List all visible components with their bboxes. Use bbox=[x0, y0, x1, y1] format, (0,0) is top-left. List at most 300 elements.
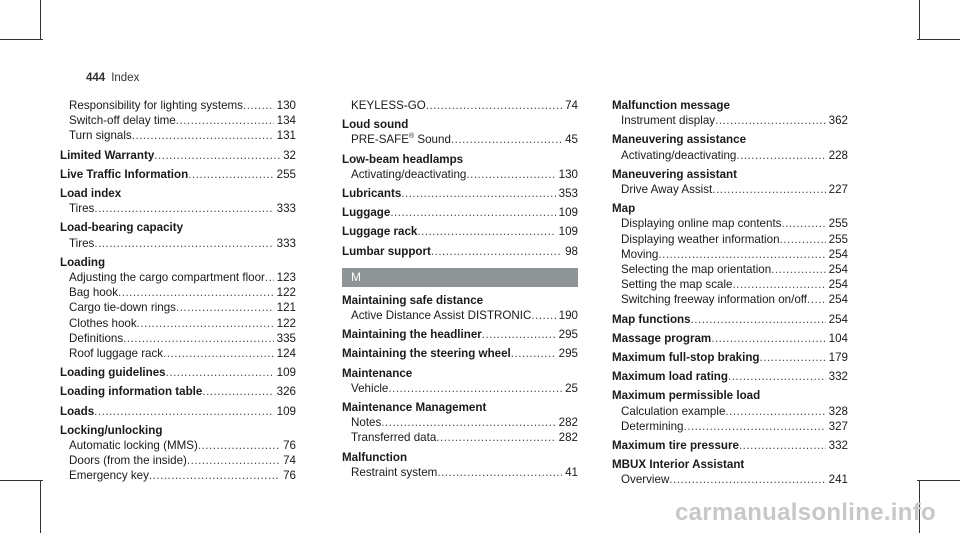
index-heading: Maneuvering assistant bbox=[612, 167, 737, 181]
entry-label: Lubricants bbox=[342, 187, 402, 201]
index-column-3 bbox=[612, 98, 848, 492]
entry-text bbox=[621, 277, 733, 292]
page-ref: 131 bbox=[276, 129, 296, 143]
dot-leader bbox=[736, 148, 825, 163]
dot-leader bbox=[137, 316, 274, 331]
entry-text bbox=[351, 430, 436, 445]
index-heading: MBUX Interior Assistant bbox=[612, 458, 745, 472]
entry-label: Maximum load rating bbox=[612, 370, 728, 384]
entry-text bbox=[621, 262, 771, 277]
entry-label: Luggage bbox=[342, 206, 391, 220]
page-ref: 130 bbox=[558, 167, 578, 181]
entry-label: Instrument display bbox=[621, 114, 716, 128]
continued-sub-entries bbox=[60, 98, 296, 144]
dot-leader bbox=[711, 331, 825, 346]
entry-text bbox=[351, 415, 381, 430]
entry-label: Notes bbox=[351, 416, 382, 430]
sub-entry-row[interactable] bbox=[612, 292, 848, 307]
index-column-1 bbox=[60, 98, 296, 488]
entry-text bbox=[60, 148, 154, 163]
entry-label: Limited Warranty bbox=[60, 148, 155, 162]
entry-label: Maximum full-stop braking bbox=[612, 351, 760, 365]
entry-text bbox=[351, 381, 388, 396]
entry-text bbox=[69, 285, 118, 300]
page-ref: 327 bbox=[828, 419, 848, 433]
index-group bbox=[612, 132, 848, 162]
entry-text bbox=[612, 350, 760, 365]
sub-entry-row[interactable] bbox=[612, 262, 848, 277]
index-group bbox=[342, 117, 578, 147]
entry-text bbox=[69, 438, 198, 453]
index-group bbox=[612, 98, 848, 128]
entry-text bbox=[351, 167, 466, 182]
page-ref: 254 bbox=[828, 293, 848, 307]
entry-text bbox=[351, 308, 531, 323]
index-heading: Malfunction bbox=[342, 450, 408, 464]
entry-label: Drive Away Assist bbox=[621, 183, 713, 197]
index-entry bbox=[342, 186, 578, 201]
index-group bbox=[342, 400, 578, 446]
entry-label: Moving bbox=[621, 247, 659, 261]
index-group bbox=[612, 201, 848, 307]
entry-label: Setting the map scale bbox=[621, 278, 733, 292]
page-ref: 328 bbox=[828, 404, 848, 418]
index-entry bbox=[60, 404, 296, 419]
index-group bbox=[60, 423, 296, 484]
index-entry-row[interactable] bbox=[342, 205, 578, 220]
page-ref: 282 bbox=[558, 416, 578, 430]
index-group bbox=[342, 152, 578, 182]
page-ref: 255 bbox=[828, 232, 848, 246]
page-ref: 41 bbox=[565, 465, 578, 479]
entry-text bbox=[612, 331, 711, 346]
page-ref: 282 bbox=[558, 431, 578, 445]
entry-text bbox=[342, 224, 417, 239]
page-ref: 109 bbox=[276, 366, 296, 380]
index-group bbox=[612, 167, 848, 197]
dot-leader bbox=[437, 465, 562, 480]
dot-leader bbox=[781, 216, 825, 231]
sub-entry-row[interactable] bbox=[60, 236, 296, 251]
entry-text bbox=[69, 346, 163, 361]
dot-leader bbox=[154, 148, 280, 163]
page-ref: 109 bbox=[276, 404, 296, 418]
page-ref: 123 bbox=[276, 271, 296, 285]
index-entry-row[interactable] bbox=[612, 438, 848, 453]
index-heading: Load-bearing capacity bbox=[60, 221, 184, 235]
index-group bbox=[60, 220, 296, 250]
sub-entry-row[interactable] bbox=[612, 113, 848, 128]
dot-leader bbox=[684, 419, 826, 434]
page-header bbox=[86, 72, 139, 84]
entry-label: PRE-SAFE bbox=[351, 133, 409, 147]
entry-text bbox=[69, 316, 137, 331]
entry-text bbox=[69, 453, 187, 468]
sub-entry-row[interactable] bbox=[342, 465, 578, 480]
page-ref: 295 bbox=[558, 328, 578, 342]
index-entry-row[interactable] bbox=[342, 346, 578, 361]
page-ref: 32 bbox=[283, 148, 296, 162]
entry-label: Lumbar support bbox=[342, 244, 431, 258]
dot-leader bbox=[94, 236, 273, 251]
sub-entry-row[interactable] bbox=[60, 453, 296, 468]
dot-leader bbox=[166, 365, 274, 380]
dot-leader bbox=[123, 331, 274, 346]
sub-entry-row[interactable] bbox=[342, 381, 578, 396]
entry-label: Emergency key bbox=[69, 469, 149, 483]
index-entry bbox=[612, 331, 848, 346]
dot-leader bbox=[728, 369, 826, 384]
entry-text bbox=[69, 300, 176, 315]
page-ref: 76 bbox=[283, 439, 296, 453]
sub-entry-row[interactable] bbox=[342, 308, 578, 323]
index-group bbox=[60, 186, 296, 216]
index-entry bbox=[612, 438, 848, 453]
entry-text bbox=[60, 365, 166, 380]
entry-text bbox=[69, 128, 132, 143]
entry-text bbox=[621, 148, 736, 163]
dot-leader bbox=[739, 438, 826, 453]
entry-text bbox=[69, 113, 176, 128]
entry-label: Roof luggage rack bbox=[69, 347, 164, 361]
page-ref: 254 bbox=[828, 247, 848, 261]
page-ref: 98 bbox=[565, 244, 578, 258]
sub-entry-row[interactable] bbox=[60, 270, 296, 285]
index-entry bbox=[60, 365, 296, 380]
index-entry bbox=[342, 205, 578, 220]
dot-leader bbox=[531, 308, 555, 323]
page-ref: 295 bbox=[558, 347, 578, 361]
index-column-2 bbox=[342, 98, 578, 484]
index-entry bbox=[60, 167, 296, 182]
dot-leader bbox=[265, 270, 274, 285]
entry-label: Determining bbox=[621, 419, 684, 433]
index-heading: Malfunction message bbox=[612, 99, 730, 112]
page-ref: 335 bbox=[276, 331, 296, 345]
dot-leader bbox=[511, 346, 556, 361]
page-ref: 255 bbox=[276, 167, 296, 181]
entry-label: Loads bbox=[60, 404, 95, 418]
sub-entry-row[interactable] bbox=[612, 472, 848, 487]
page-ref: 362 bbox=[828, 114, 848, 128]
entry-label: Loading guidelines bbox=[60, 366, 166, 380]
entry-text bbox=[612, 369, 728, 384]
dot-leader bbox=[401, 186, 555, 201]
entry-text bbox=[342, 205, 390, 220]
page-ref: 228 bbox=[828, 148, 848, 162]
entry-label: Live Traffic Information bbox=[60, 167, 189, 181]
entry-text bbox=[60, 167, 188, 182]
index-heading: Maneuvering assistance bbox=[612, 133, 747, 147]
index-heading: Maintaining safe distance bbox=[342, 293, 484, 307]
sub-entry-row[interactable] bbox=[60, 201, 296, 216]
page-ref: 353 bbox=[558, 187, 578, 201]
dot-leader bbox=[388, 381, 562, 396]
entry-text bbox=[60, 384, 202, 399]
entry-text bbox=[69, 98, 243, 113]
sub-entry-row[interactable] bbox=[60, 300, 296, 315]
crop-mark bbox=[40, 480, 41, 533]
entry-label: Displaying online map contents bbox=[621, 217, 782, 231]
sub-entry-row[interactable] bbox=[612, 419, 848, 434]
entry-label: Clothes hook bbox=[69, 316, 137, 330]
page-ref: 25 bbox=[565, 381, 578, 395]
page-ref: 190 bbox=[558, 309, 578, 323]
crop-mark bbox=[919, 0, 920, 40]
crop-mark bbox=[917, 480, 960, 481]
crop-mark bbox=[917, 39, 960, 40]
dot-leader bbox=[725, 404, 825, 419]
entry-text bbox=[351, 98, 426, 113]
entry-label: Switch-off delay time bbox=[69, 114, 176, 128]
sub-entry-row[interactable] bbox=[60, 438, 296, 453]
entry-label: Switching freeway information on/off bbox=[621, 293, 808, 307]
page-ref: 130 bbox=[276, 99, 296, 112]
entry-text bbox=[612, 438, 739, 453]
entry-label: Massage program bbox=[612, 331, 712, 345]
entry-label: Luggage rack bbox=[342, 225, 418, 239]
entry-text bbox=[342, 327, 482, 342]
index-group bbox=[342, 366, 578, 396]
index-entry-row[interactable] bbox=[60, 365, 296, 380]
entry-label: Bag hook bbox=[69, 286, 118, 300]
entry-label: Maintaining the steering wheel bbox=[342, 347, 511, 361]
entry-label: Maintaining the headliner bbox=[342, 328, 482, 342]
index-heading: Maintenance bbox=[342, 366, 413, 380]
dot-leader bbox=[176, 113, 274, 128]
dot-leader bbox=[188, 167, 273, 182]
page-ref: 333 bbox=[276, 236, 296, 250]
sub-entry-row[interactable] bbox=[60, 128, 296, 143]
entry-label: Active Distance Assist DISTRONIC bbox=[351, 309, 532, 323]
page-ref: 124 bbox=[276, 347, 296, 361]
entry-text bbox=[621, 247, 658, 262]
index-heading: Loading bbox=[60, 255, 106, 269]
entry-text bbox=[69, 270, 265, 285]
entry-label: Activating/deactivating bbox=[351, 167, 467, 181]
registered-mark: ® bbox=[408, 133, 415, 141]
sub-entry-row[interactable] bbox=[612, 216, 848, 231]
entry-text bbox=[351, 132, 451, 147]
sub-entry-row[interactable] bbox=[342, 98, 578, 113]
dot-leader bbox=[733, 277, 826, 292]
index-heading: Load index bbox=[60, 187, 122, 201]
dot-leader bbox=[436, 430, 555, 445]
page-ref: 332 bbox=[828, 439, 848, 453]
entry-label: Calculation example bbox=[621, 404, 726, 418]
dot-leader bbox=[466, 167, 555, 182]
entry-label: Transferred data bbox=[351, 431, 437, 445]
entry-label: Doors (from the inside) bbox=[69, 454, 187, 468]
sub-entry-row[interactable] bbox=[60, 285, 296, 300]
index-entry-row[interactable] bbox=[612, 312, 848, 327]
page-ref: 333 bbox=[276, 202, 296, 216]
dot-leader bbox=[482, 327, 556, 342]
dot-leader bbox=[451, 132, 562, 147]
dot-leader bbox=[426, 98, 562, 113]
sub-entry-row[interactable] bbox=[60, 113, 296, 128]
entry-text bbox=[621, 419, 684, 434]
index-heading: Maintenance Management bbox=[342, 401, 487, 415]
page-ref: 121 bbox=[276, 301, 296, 315]
dot-leader bbox=[390, 205, 555, 220]
entry-text bbox=[342, 186, 401, 201]
index-entry-row[interactable] bbox=[342, 224, 578, 239]
index-group bbox=[612, 457, 848, 487]
entry-text bbox=[351, 465, 437, 480]
dot-leader bbox=[243, 98, 274, 113]
entry-label: Loading information table bbox=[60, 385, 203, 399]
index-entry-row[interactable] bbox=[342, 244, 578, 259]
dot-leader bbox=[94, 201, 273, 216]
page-ref: 122 bbox=[276, 286, 296, 300]
index-entry bbox=[60, 384, 296, 399]
index-entry bbox=[342, 224, 578, 239]
dot-leader bbox=[715, 113, 826, 128]
index-group bbox=[60, 255, 296, 361]
page-ref: 109 bbox=[558, 225, 578, 239]
page-ref: 326 bbox=[276, 385, 296, 399]
dot-leader bbox=[691, 312, 826, 327]
dot-leader bbox=[760, 350, 826, 365]
dot-leader bbox=[94, 404, 274, 419]
dot-leader bbox=[149, 468, 280, 483]
entry-text bbox=[621, 292, 807, 307]
entry-label: Map functions bbox=[612, 312, 691, 326]
entry-text bbox=[612, 312, 691, 327]
sub-entry-row[interactable] bbox=[612, 277, 848, 292]
page-ref: 254 bbox=[828, 278, 848, 292]
index-heading: Low-beam headlamps bbox=[342, 152, 464, 166]
entry-label-suffix: Sound bbox=[414, 133, 451, 147]
entry-text bbox=[342, 244, 431, 259]
sub-entry-row[interactable] bbox=[60, 316, 296, 331]
entry-text bbox=[69, 468, 149, 483]
sub-entry-row[interactable] bbox=[612, 404, 848, 419]
entry-label: Overview bbox=[621, 473, 670, 487]
page-ref: 179 bbox=[828, 351, 848, 365]
page-ref: 255 bbox=[828, 217, 848, 231]
entry-label: Tires bbox=[69, 202, 95, 216]
sub-entry-row[interactable] bbox=[342, 132, 578, 147]
sub-entry-row[interactable] bbox=[342, 167, 578, 182]
dot-leader bbox=[771, 262, 825, 277]
sub-entry-row[interactable] bbox=[60, 346, 296, 361]
index-entry-row[interactable] bbox=[60, 384, 296, 399]
entry-label: Cargo tie-down rings bbox=[69, 301, 176, 315]
entry-label: Tires bbox=[69, 236, 95, 250]
sub-entry-row[interactable] bbox=[60, 331, 296, 346]
sub-entry-row[interactable] bbox=[60, 98, 296, 113]
entry-text bbox=[621, 404, 725, 419]
crop-mark bbox=[0, 39, 43, 40]
page-ref: 332 bbox=[828, 370, 848, 384]
index-entry-row[interactable] bbox=[342, 327, 578, 342]
index-heading: Map bbox=[612, 202, 636, 216]
page-ref: 254 bbox=[828, 263, 848, 277]
entry-label: Responsibility for lighting systems bbox=[69, 99, 243, 112]
dot-leader bbox=[118, 285, 274, 300]
index-group bbox=[612, 388, 848, 434]
page-ref: 227 bbox=[828, 183, 848, 197]
sub-entry-row[interactable] bbox=[342, 430, 578, 445]
index-entry bbox=[342, 327, 578, 342]
index-entry bbox=[612, 369, 848, 384]
crop-mark bbox=[0, 480, 43, 481]
watermark-logo: carmanualsonline.info bbox=[674, 499, 936, 526]
entry-label: Automatic locking (MMS) bbox=[69, 439, 198, 453]
page-ref: 134 bbox=[276, 114, 296, 128]
entry-label: Activating/deactivating bbox=[621, 148, 737, 162]
entry-text bbox=[621, 232, 780, 247]
index-entry bbox=[612, 312, 848, 327]
letter-heading: M bbox=[342, 268, 578, 287]
index-entry-row[interactable] bbox=[342, 186, 578, 201]
entry-text bbox=[621, 472, 669, 487]
entry-label: KEYLESS-GO bbox=[351, 99, 426, 112]
index-entry-row[interactable] bbox=[612, 369, 848, 384]
entry-label: Turn signals bbox=[69, 129, 132, 143]
index-group bbox=[342, 450, 578, 480]
dot-leader bbox=[381, 415, 555, 430]
entry-label: Restraint system bbox=[351, 465, 438, 479]
index-entry bbox=[612, 350, 848, 365]
dot-leader bbox=[163, 346, 274, 361]
sub-entry-row[interactable] bbox=[612, 247, 848, 262]
dot-leader bbox=[417, 224, 555, 239]
index-entry bbox=[342, 244, 578, 259]
sub-entry-row[interactable] bbox=[60, 468, 296, 483]
index-entry bbox=[60, 148, 296, 163]
sub-entry-row[interactable] bbox=[612, 148, 848, 163]
index-entry-row[interactable] bbox=[612, 350, 848, 365]
index-heading: Loud sound bbox=[342, 118, 409, 132]
entry-text bbox=[621, 182, 712, 197]
index-entry-row[interactable] bbox=[60, 167, 296, 182]
entry-label: Maximum tire pressure bbox=[612, 439, 739, 453]
page-ref: 122 bbox=[276, 316, 296, 330]
page-number: 444 bbox=[86, 72, 106, 84]
entry-text bbox=[621, 216, 781, 231]
sub-entry-row[interactable] bbox=[612, 232, 848, 247]
page-ref: 74 bbox=[565, 99, 578, 112]
index-entry-row[interactable] bbox=[60, 148, 296, 163]
sub-entry-row[interactable] bbox=[342, 415, 578, 430]
dot-leader bbox=[807, 292, 826, 307]
entry-text bbox=[621, 113, 715, 128]
index-entry-row[interactable] bbox=[60, 404, 296, 419]
entry-label: Definitions bbox=[69, 331, 124, 345]
entry-text bbox=[69, 331, 123, 346]
index-entry bbox=[342, 346, 578, 361]
index-entry-row[interactable] bbox=[612, 331, 848, 346]
dot-leader bbox=[198, 438, 280, 453]
dot-leader bbox=[187, 453, 280, 468]
index-group bbox=[342, 293, 578, 323]
entry-text bbox=[60, 404, 94, 419]
dot-leader bbox=[132, 128, 274, 143]
entry-text bbox=[342, 346, 511, 361]
page-ref: 45 bbox=[565, 133, 578, 147]
sub-entry-row[interactable] bbox=[612, 182, 848, 197]
section-title: Index bbox=[111, 72, 140, 84]
entry-text bbox=[69, 236, 94, 251]
page-ref: 76 bbox=[283, 469, 296, 483]
crop-mark bbox=[40, 0, 41, 40]
dot-leader bbox=[431, 244, 562, 259]
continued-sub-entries bbox=[342, 98, 578, 113]
dot-leader bbox=[202, 384, 273, 399]
